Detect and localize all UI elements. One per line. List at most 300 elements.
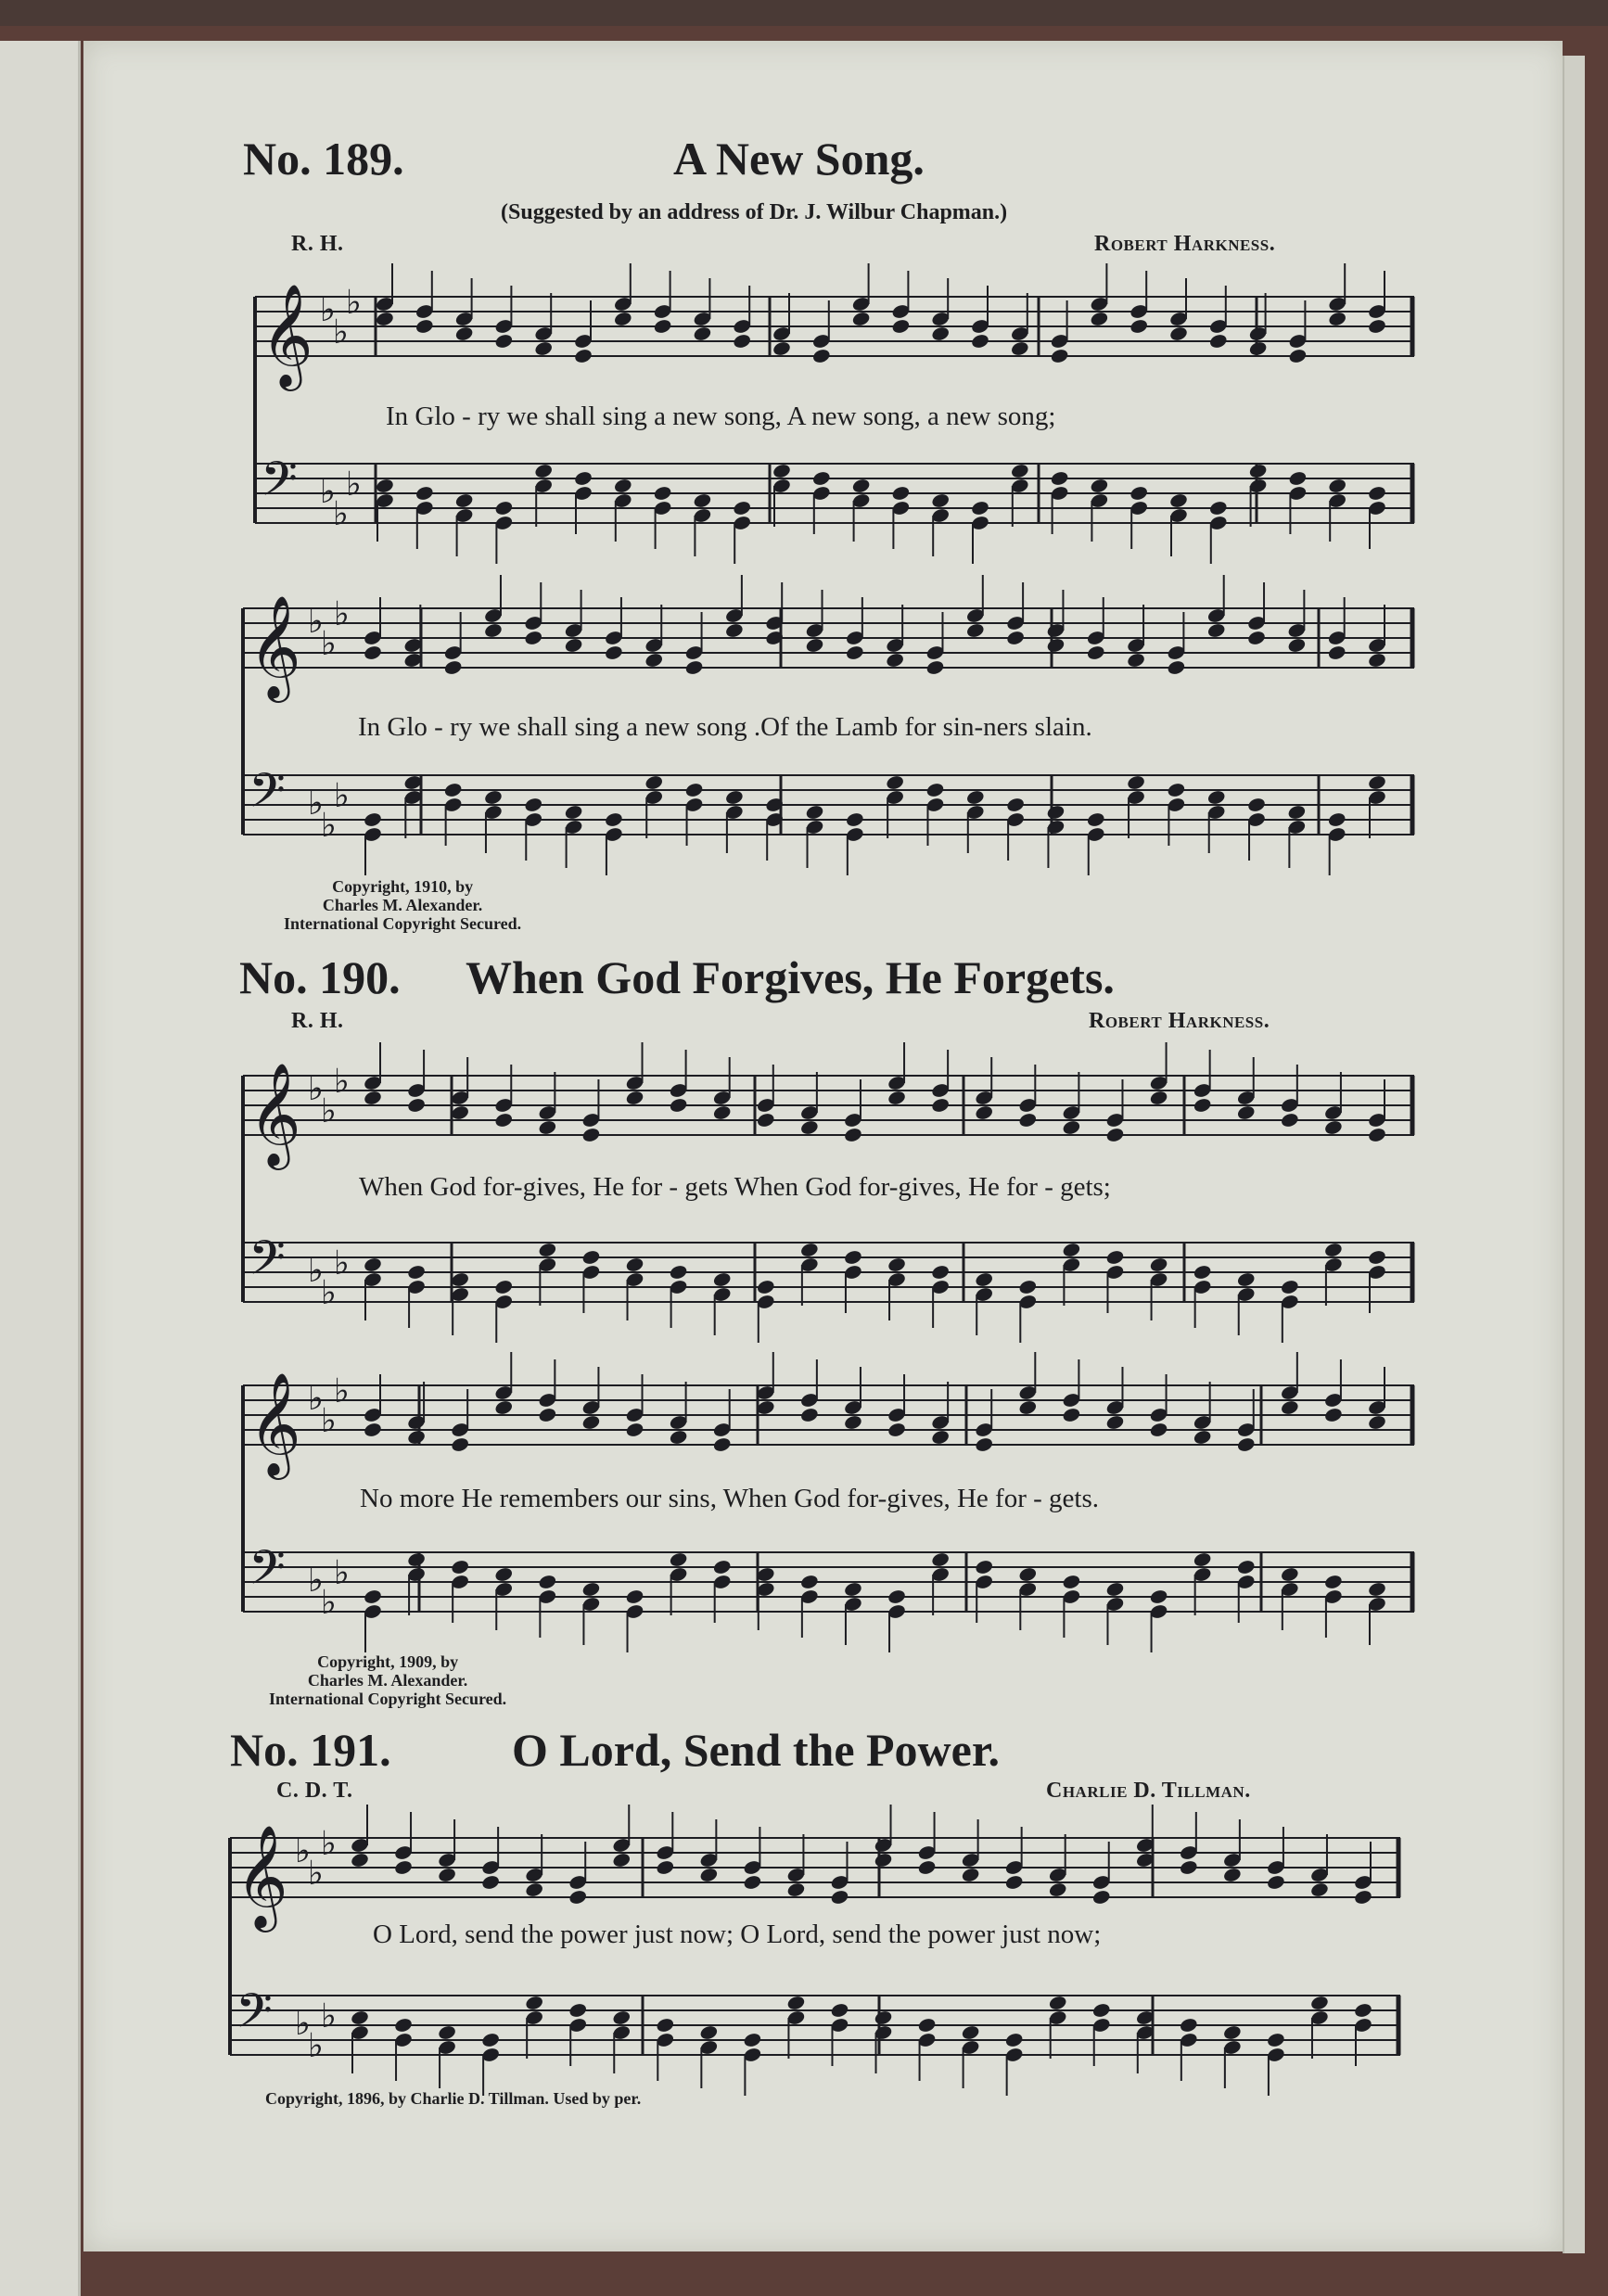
note-head [975,1436,994,1453]
note-head [524,797,543,813]
flat-icon: ♭ [334,1063,350,1101]
flat-icon: ♭ [333,495,349,533]
note-head [1367,318,1386,335]
flat-icon: ♭ [295,2005,311,2043]
note-head [1179,2017,1198,2034]
note-head [494,1399,514,1416]
note-head [1327,811,1346,828]
note-head [653,485,672,502]
note-head [1129,485,1149,502]
note-head [1018,1566,1038,1583]
copyright-line: Copyright, 1909, by [317,1652,459,1671]
note-head [1246,797,1266,813]
flat-icon: ♭ [308,784,324,823]
note-head [961,2024,980,2041]
note-head [1046,804,1066,821]
note-head [1280,1399,1299,1416]
hymn-190-copyright [269,1652,506,1708]
note-head [1280,1566,1299,1583]
hymn-191-copyright [265,2089,641,2108]
note-head [917,2017,937,2034]
hymn-190-number: No. 190. [239,951,401,1003]
treble-clef-icon: 𝄞 [249,1371,301,1475]
note-head [891,485,911,502]
note-head [1288,470,1308,487]
flat-icon: ♭ [334,1554,350,1592]
note-head [1062,1242,1081,1258]
note-head [930,1551,950,1568]
note-head [891,318,911,335]
note-head [1091,2002,1111,2019]
note-head [1005,630,1025,646]
note-head [534,463,554,479]
note-head [363,1090,382,1106]
note-head [970,333,989,350]
note-head [830,1889,849,1906]
note-head [830,2002,849,2019]
note-head [1236,1271,1256,1288]
note-head [363,1588,382,1605]
note-head [1149,1588,1168,1605]
copyright-line: International Copyright Secured. [284,914,522,933]
note-head [573,470,593,487]
note-head [699,2024,719,2041]
note-head [733,500,752,517]
copyright-line: Copyright, 1910, by [332,877,474,896]
note-head [581,1414,601,1431]
note-head [415,485,434,502]
note-head [1248,463,1268,479]
note-head [625,1090,644,1106]
note-head [1046,637,1066,654]
note-head [524,630,543,646]
note-head [415,318,434,335]
hymn-190-composer: Robert Harkness. [1089,1009,1270,1033]
note-head [724,789,744,806]
note-head [1167,782,1186,798]
flat-icon: ♭ [308,1070,324,1108]
note-head [644,774,664,791]
flat-icon: ♭ [308,2027,324,2065]
note-head [581,1581,601,1598]
flat-icon: ♭ [334,777,350,815]
flat-icon: ♭ [334,1244,350,1282]
note-head [1287,804,1307,821]
treble-clef-icon: 𝄞 [236,1824,288,1928]
note-head [712,1271,732,1288]
note-head [450,1104,469,1121]
note-head [581,1127,601,1143]
note-head [931,492,951,509]
hymn-189-subtitle: (Suggested by an address of Dr. J. Wilbur Chapman.) [501,200,1008,224]
note-head [1288,348,1308,364]
flat-icon: ♭ [321,1402,337,1440]
note-head [756,1279,775,1295]
note-head [669,1551,688,1568]
note-head [625,1422,644,1438]
note-head [1266,2032,1285,2048]
note-head [712,1436,732,1453]
note-head [1323,1574,1343,1590]
note-head [350,2009,369,2026]
note-head [494,1279,514,1295]
note-head [480,2032,500,2048]
note-head [1367,1581,1386,1598]
note-head [1090,311,1109,327]
flat-icon: ♭ [321,1825,337,1863]
hymn-189-copyright [284,877,521,933]
facing-page-edge [0,41,81,2296]
note-head [524,1995,543,2011]
hymn-191-lyricist: C. D. T. [276,1779,353,1803]
note-head [656,1859,675,1876]
note-head [699,1867,719,1883]
note-head [1367,1127,1386,1143]
flat-icon: ♭ [308,1855,324,1893]
flat-icon: ♭ [321,1584,337,1622]
note-head [1062,1407,1081,1423]
note-head [1018,1399,1038,1416]
note-head [1193,1264,1212,1281]
hymn-191-lyric-1: O Lord, send the power just now; O Lord, send the power just now; [373,1920,1102,1949]
note-head [1010,340,1029,357]
bass-clef-icon: 𝄢 [249,762,286,830]
flat-icon: ♭ [346,466,362,504]
note-head [524,1881,543,1898]
note-head [845,644,864,661]
note-head [1280,1112,1299,1129]
note-head [843,1127,862,1143]
note-head [805,637,824,654]
note-head [669,1429,688,1446]
note-head [1328,478,1347,494]
note-head [712,1559,732,1575]
bass-clef-icon: 𝄢 [249,1230,286,1297]
note-head [450,1271,469,1288]
flat-icon: ♭ [295,1832,311,1870]
note-head [743,1874,762,1891]
note-head [1086,644,1105,661]
note-head [1149,1090,1168,1106]
note-head [799,1574,819,1590]
note-head [970,500,989,517]
hymn-189-composer: Robert Harkness. [1094,232,1276,256]
treble-clef-icon: 𝄞 [249,1062,301,1166]
note-head [483,789,503,806]
note-head [925,782,945,798]
note-head [1105,1581,1125,1598]
note-head [925,659,945,676]
note-head [917,1859,937,1876]
hymn-189-lyricist: R. H. [291,232,344,256]
note-head [965,622,985,639]
note-head [483,622,503,639]
note-head [653,318,672,335]
note-head [625,1588,644,1605]
note-head [1018,1112,1038,1129]
note-head [756,1112,775,1129]
note-head [350,1852,369,1869]
note-head [393,2017,413,2034]
bass-clef-icon: 𝄢 [261,451,298,518]
note-head [1206,789,1226,806]
hymn-190-lyric-1: When God for-gives, He for - gets When God for-gives, He for - gets; [359,1172,1111,1202]
note-head [454,492,474,509]
note-head [612,1852,632,1869]
note-head [1050,470,1069,487]
note-head [568,2002,588,2019]
note-head [1353,1889,1372,1906]
note-head [363,1256,382,1273]
hymn-189-lyric-2: In Glo - ry we shall sing a new song .Of the Lamb for sin-ners slain. [358,712,1092,742]
note-head [393,1859,413,1876]
hymn-189-title: A New Song. [673,133,925,185]
note-head [538,1242,557,1258]
note-head [1105,1127,1125,1143]
note-head [772,340,791,357]
note-head [375,478,394,494]
flat-icon: ♭ [321,1997,337,2035]
note-head [644,652,664,669]
hymn-191-number: No. 191. [230,1724,391,1776]
note-head [975,1271,994,1288]
note-head [494,1112,514,1129]
note-head [1367,774,1386,791]
note-head [363,811,382,828]
hymn-190-lyricist: R. H. [291,1009,344,1033]
note-head [1246,630,1266,646]
note-head [375,311,394,327]
note-head [669,1264,688,1281]
note-head [1236,1436,1256,1453]
note-head [811,470,831,487]
note-head [733,333,752,350]
note-head [1091,1889,1111,1906]
note-head [1050,348,1069,364]
note-head [656,2017,675,2034]
note-head [975,1559,994,1575]
note-head [885,652,904,669]
note-head [437,2024,456,2041]
flat-icon: ♭ [308,603,324,641]
note-head [930,1097,950,1114]
note-head [564,804,583,821]
note-head [406,1097,426,1114]
hymn-191-system-1 [230,1819,1400,2098]
note-head [568,1889,588,1906]
note-head [1327,644,1346,661]
note-head [1105,1414,1125,1431]
treble-clef-icon: 𝄞 [249,594,301,698]
note-head [1062,1574,1081,1590]
note-head [534,340,554,357]
note-head [1323,1119,1343,1136]
note-head [724,622,744,639]
note-head [965,789,985,806]
note-head [1086,811,1105,828]
note-head [772,463,791,479]
note-head [1149,1422,1168,1438]
note-head [1048,1881,1067,1898]
note-head [437,1867,456,1883]
flat-icon: ♭ [320,473,336,511]
note-head [363,1422,382,1438]
note-head [406,1264,426,1281]
flat-icon: ♭ [320,291,336,329]
note-head [538,1407,557,1423]
note-head [406,1429,426,1446]
note-head [805,804,824,821]
note-head [1367,1414,1386,1431]
flat-icon: ♭ [308,1562,324,1600]
note-head [1323,1407,1343,1423]
note-head [363,644,382,661]
note-head [1168,492,1188,509]
copyright-line: Charles M. Alexander. [322,896,483,914]
note-head [613,311,632,327]
note-head [1208,500,1228,517]
note-head [612,2009,632,2026]
note-head [573,348,593,364]
note-head [843,1581,862,1598]
note-head [874,2009,893,2026]
note-head [1004,2032,1024,2048]
flat-icon: ♭ [321,1092,337,1130]
note-head [1222,2024,1242,2041]
note-head [1287,637,1307,654]
hymn-189-number: No. 189. [243,133,404,185]
note-head [786,1881,806,1898]
note-head [1004,1874,1024,1891]
note-head [786,1995,806,2011]
note-head [961,1867,980,1883]
note-head [1206,622,1226,639]
flat-icon: ♭ [346,284,362,322]
note-head [1193,1429,1212,1446]
note-head [1309,1995,1329,2011]
hymn-190-title: When God Forgives, He Forgets. [466,951,1115,1003]
hymn-190-lyric-2: No more He remembers our sins, When God for-gives, He for - gets. [360,1484,1099,1513]
note-head [799,1242,819,1258]
treble-clef-icon: 𝄞 [261,283,313,387]
note-head [494,1566,514,1583]
note-head [693,325,712,342]
note-head [1010,463,1029,479]
note-head [684,782,704,798]
note-head [843,1414,862,1431]
bass-clef-icon: 𝄢 [236,1983,273,2050]
note-head [1280,1279,1299,1295]
copyright-line: Charles M. Alexander. [307,1671,468,1690]
note-head [799,1119,819,1136]
note-head [1129,318,1149,335]
note-head [1168,325,1188,342]
note-head [1105,1249,1125,1266]
note-head [843,1249,862,1266]
note-head [480,1874,500,1891]
flat-icon: ♭ [321,807,337,845]
note-head [450,1436,469,1453]
note-head [799,1407,819,1423]
note-head [581,1249,601,1266]
note-head [930,1429,950,1446]
note-head [1367,485,1386,502]
copyright-line: International Copyright Secured. [269,1690,507,1708]
note-head [811,348,831,364]
note-head [1062,1119,1081,1136]
note-head [1367,652,1386,669]
note-head [684,659,704,676]
note-head [1353,2002,1372,2019]
hymn-191-title: O Lord, Send the Power. [512,1724,1000,1776]
note-head [887,1090,906,1106]
note-head [1236,1104,1256,1121]
flat-icon: ♭ [334,595,350,633]
note-head [845,811,864,828]
note-head [1179,1859,1198,1876]
note-head [1005,797,1025,813]
note-head [887,1422,906,1438]
note-head [887,1588,906,1605]
note-head [712,1104,732,1121]
note-head [743,2032,762,2048]
note-head [1208,333,1228,350]
note-head [1018,1279,1038,1295]
bass-clef-icon: 𝄢 [249,1539,286,1607]
note-head [693,492,712,509]
hymn-189-lyric-1: In Glo - ry we shall sing a new song, A new song, a new song; [386,402,1056,431]
flat-icon: ♭ [321,625,337,663]
note-head [1193,1551,1212,1568]
flat-icon: ♭ [321,1274,337,1312]
note-head [1126,652,1145,669]
note-head [443,659,463,676]
note-head [975,1104,994,1121]
note-head [494,333,514,350]
note-head [669,1097,688,1114]
note-head [1167,659,1186,676]
note-head [625,1256,644,1273]
note-head [1248,340,1268,357]
flat-icon: ♭ [334,1372,350,1410]
note-head [931,325,951,342]
note-head [450,1559,469,1575]
note-head [443,782,463,798]
note-head [454,325,474,342]
note-head [406,1551,426,1568]
note-head [604,811,623,828]
copyright-line: Copyright, 1896, by Charlie D. Tillman. Used by per. [265,2089,642,2108]
note-head [1236,1559,1256,1575]
note-head [538,1119,557,1136]
note-head [874,1852,893,1869]
note-head [564,637,583,654]
note-head [1367,1249,1386,1266]
note-head [1309,1881,1329,1898]
note-head [1149,1256,1168,1273]
note-head [538,1574,557,1590]
note-head [1266,1874,1285,1891]
note-head [1090,478,1109,494]
note-head [1328,311,1347,327]
note-head [494,500,514,517]
hymn-191-composer: Charlie D. Tillman. [1046,1779,1251,1803]
page-stack-edge [1563,56,1585,2253]
note-head [851,311,871,327]
note-head [613,478,632,494]
note-head [604,644,623,661]
note-head [885,774,904,791]
